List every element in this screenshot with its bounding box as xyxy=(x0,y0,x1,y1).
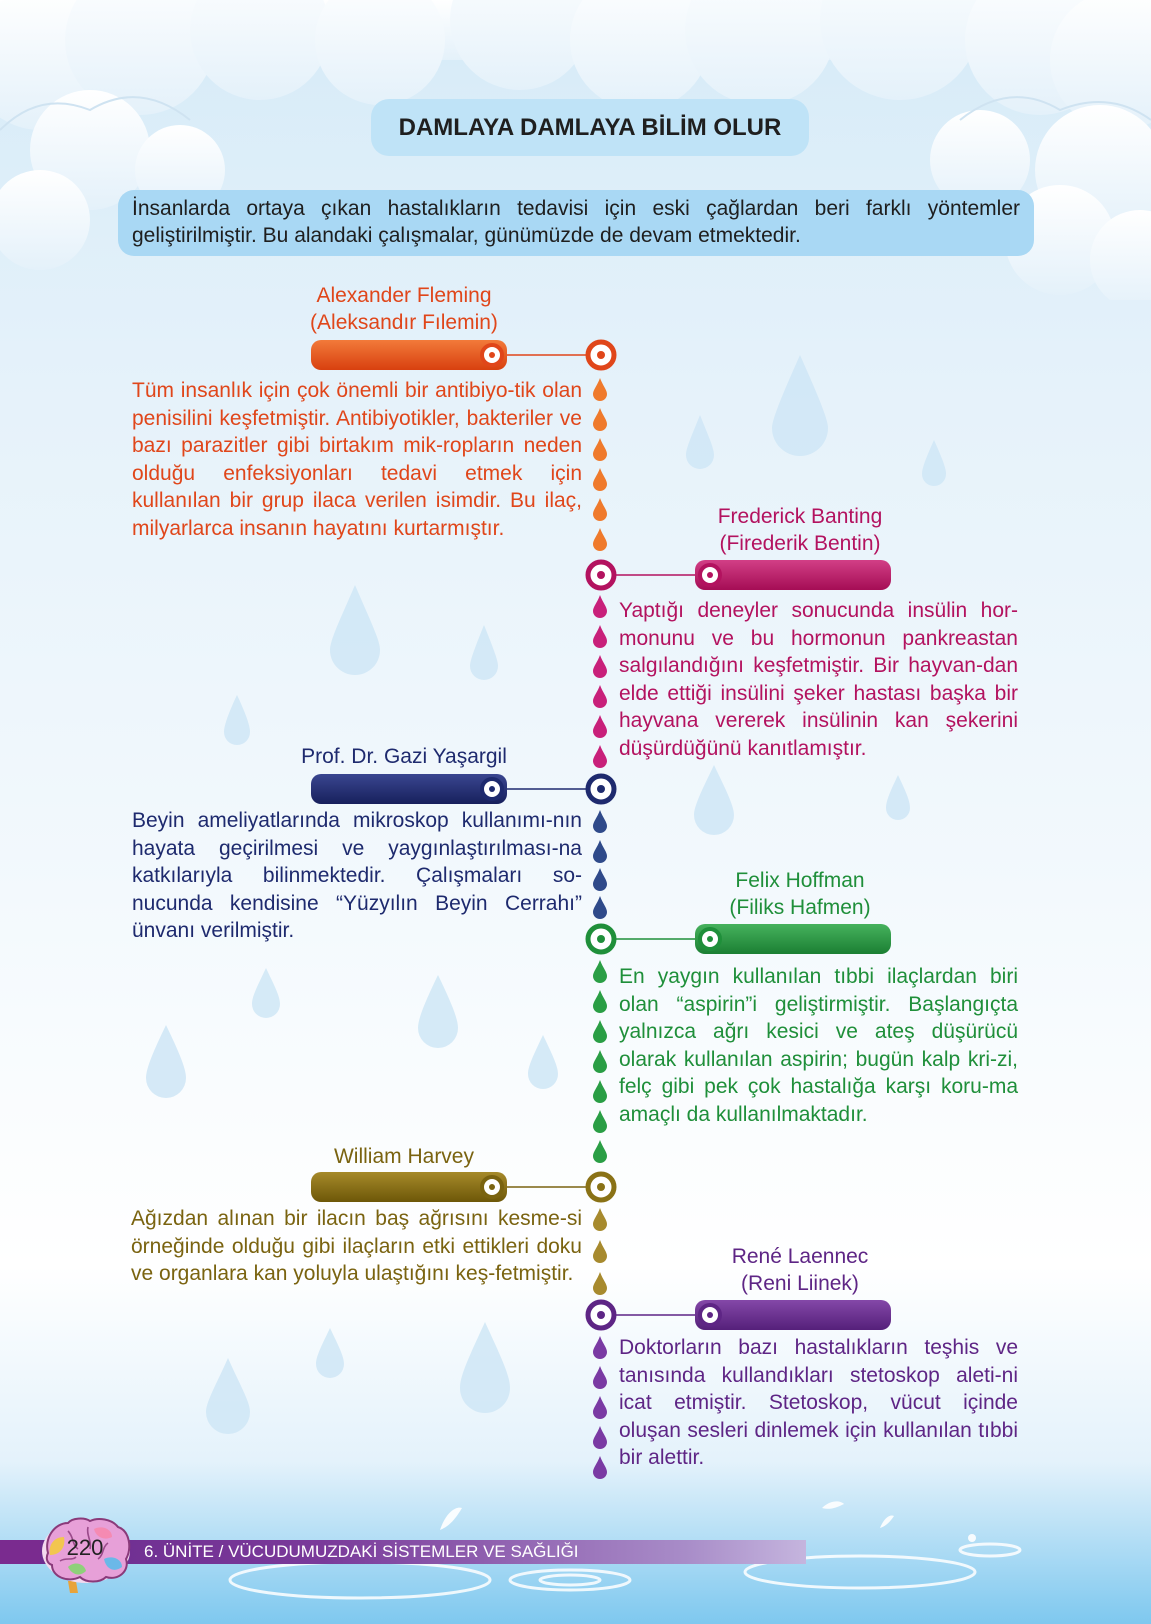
scientist-name: Alexander Fleming xyxy=(316,284,492,307)
yasargil-droplets xyxy=(593,810,607,919)
harvey-bar xyxy=(311,1172,614,1202)
scientist-text-hoffman: En yaygın kullanılan tıbbi ilaçlardan biri olan “aspirin”i geliştirmiştir. Başlangıçta yalnızca ağrı kesici ve ateş düşürücü olarak kullanılan aspirin; bugün kalp kri-zi, felç gibi pek çok hastalığa karşı koru-ma amaçlı da kullanılmaktadır. xyxy=(619,965,1018,1126)
fleming-droplets xyxy=(593,378,607,551)
scientist-text-banting: Yaptığı deneyler sonucunda insülin hor-monunu ve bu hormonun pankreastan salgılandığını keşfetmiştir. Bir hayvan-dan elde ettiği insülini şeker hastası başka bir hayvana vererek insülinin kan şekerini düşürdüğünü kanıtlamıştır. xyxy=(619,599,1018,760)
yasargil-bar xyxy=(311,774,614,804)
scientist-name: René Laennec xyxy=(731,1245,869,1268)
scientist-name: Frederick Banting xyxy=(717,505,883,528)
scientist-pronunciation: (Reni Liinek) xyxy=(741,1272,859,1295)
scientist-name-banting xyxy=(672,503,928,557)
hoffman-bar xyxy=(588,924,891,954)
scientist-name-yasargil xyxy=(276,743,532,770)
scientist-text-yasargil: Beyin ameliyatlarında mikroskop kullanımı-nın hayata geçirilmesi ve yaygınlaştırılması-na katkılarıyla bilinmektedir. Çalışmaları so-nucunda kendisine “Yüzyılın Beyin Cerrahı” ünvanı verilmiştir. xyxy=(132,809,582,942)
page-title: DAMLAYA DAMLAYA BİLİM OLUR xyxy=(371,99,809,156)
scientist-pronunciation: (Filiks Hafmen) xyxy=(729,896,871,919)
scientist-pronunciation: (Firederik Bentin) xyxy=(719,532,881,555)
laennec-bar xyxy=(588,1300,891,1330)
scientist-name-fleming xyxy=(276,282,532,336)
banting-bar xyxy=(588,560,891,590)
scientist-name: Prof. Dr. Gazi Yaşargil xyxy=(301,745,507,768)
scientist-name: Felix Hoffman xyxy=(735,869,865,892)
hoffman-droplets xyxy=(593,960,607,1163)
scientist-name-hoffman xyxy=(672,867,928,921)
intro-paragraph: İnsanlarda ortaya çıkan hastalıkların tedavisi için eski çağlardan beri farklı yöntemler geliştirilmiştir. Bu alandaki çalışmalar, günümüzde de devam etmektedir. xyxy=(118,190,1034,256)
scientist-text-harvey: Ağızdan alınan bir ilacın baş ağrısını kesme-si örneğinde olduğu gibi ilaçların etki ettikleri doku ve organlara kan yoluyla ulaştığını keş-fetmiştir. xyxy=(131,1207,582,1285)
scientist-name: William Harvey xyxy=(333,1145,474,1168)
harvey-droplets xyxy=(593,1208,607,1295)
footer-left-strip xyxy=(0,1540,40,1564)
scientist-text-fleming: Tüm insanlık için çok önemli bir antibiyo-tik olan penisilini keşfetmiştir. Antibiyotikler, bakteriler ve bazı parazitler gibi birtakım mik-ropların neden olduğu enfeksiyonları tedavi etmek için kullanılan bir grup ilaca verilen isimdir. Bu ilaç, milyarlarca insanın hayatını kurtarmıştır. xyxy=(132,379,582,540)
scientist-name-harvey xyxy=(276,1143,532,1170)
laennec-droplets xyxy=(593,1336,607,1479)
unit-title: 6. ÜNİTE / VÜCUDUMUZDAKİ SİSTEMLER VE SAĞLIĞI xyxy=(144,1542,579,1561)
banting-droplets xyxy=(593,595,607,768)
scientist-text-laennec: Doktorların bazı hastalıkların teşhis ve tanısında kullandıkları stetoskop aleti-ni icat etmiştir. Stetoskop, vücut içinde oluşan sesleri dinlemek için kullanılan tıbbi bir alettir. xyxy=(619,1336,1018,1469)
scientist-pronunciation: (Aleksandır Fılemin) xyxy=(310,311,498,334)
fleming-bar xyxy=(311,340,614,370)
page-number: 220 xyxy=(66,1535,104,1560)
scientist-name-laennec xyxy=(672,1243,928,1297)
